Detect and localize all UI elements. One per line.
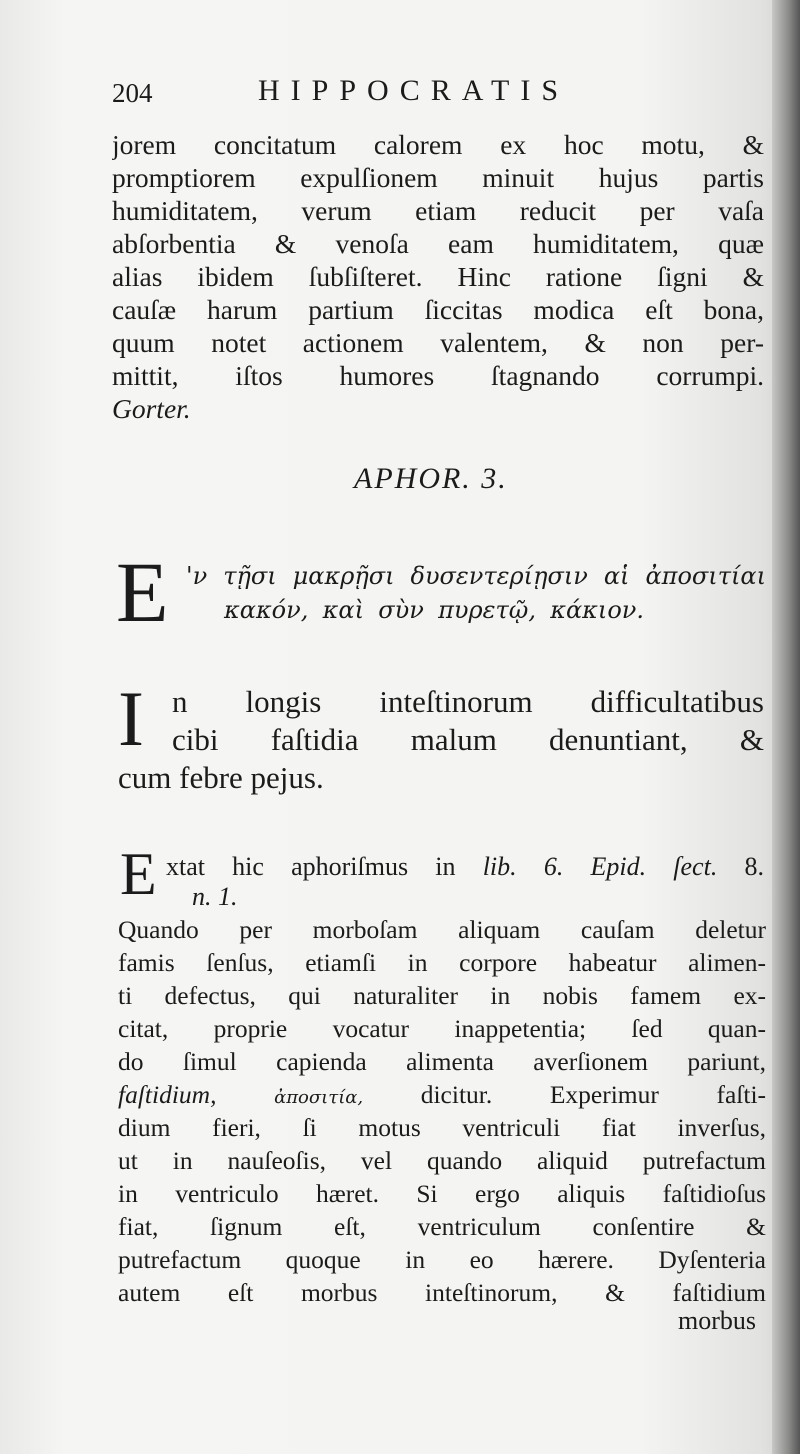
page-header <box>112 70 632 110</box>
text-line: abſorbentia & venoſa eam humiditatem, quæ <box>112 228 764 259</box>
drop-cap: E <box>120 841 157 907</box>
text-line: do ſimul capienda alimenta averſionem pariunt, <box>118 1047 766 1076</box>
text-line: mittit, iſtos humores ſtagnando corrumpi. <box>112 360 764 391</box>
page-number: 204 <box>112 78 153 108</box>
text-line: humiditatem, verum etiam reducit per vaſa <box>112 195 764 226</box>
aphorism-line: n longis inteſtinorum difficultatibus <box>172 684 764 719</box>
text-line: alias ibidem ſubſiſteret. Hinc ratione ſigni & <box>112 261 764 292</box>
commentary-body <box>118 914 766 1310</box>
text-line: in ventriculo hæret. Si ergo aliquis faſtidioſus <box>118 1179 766 1208</box>
book-spine-shadow <box>772 0 800 1454</box>
text-line: autem eſt morbus inteſtinorum, & faſtidium <box>118 1278 766 1307</box>
greek-line: κακόν, καὶ σὺν πυρετῷ, κάκιον. <box>224 596 644 624</box>
drop-cap: E <box>116 544 169 640</box>
text-line: putrefactum quoque in eo hærere. Dyſenteria <box>118 1245 766 1274</box>
catchword: morbus <box>678 1306 756 1335</box>
text-line: ti defectus, qui naturaliter in nobis famem ex- <box>118 981 766 1010</box>
reference-number: 8. <box>744 852 765 881</box>
running-head: HIPPOCRATIS <box>258 74 570 107</box>
text-line <box>118 1079 766 1112</box>
author-name: Gorter. <box>112 393 191 424</box>
greek-term: ἀποσιτία, <box>274 1087 364 1108</box>
reference-continuation: n. 1. <box>192 882 238 911</box>
greek-aphorism <box>116 544 766 640</box>
text-line: citat, proprie vocatur inappetentia; ſed quan- <box>118 1014 766 1043</box>
text-line: promptiorem expulſionem minuit hujus partis <box>112 162 764 193</box>
text-line: jorem concitatum calorem ex hoc motu, & <box>112 129 764 160</box>
text-line: famis ſenſus, etiamſi in corpore habeatur alimen- <box>118 948 766 977</box>
commentary-text: xtat hic aphoriſmus in <box>166 852 456 881</box>
text-line: quum notet actionem valentem, & non per- <box>112 327 764 358</box>
drop-cap: I <box>118 675 144 762</box>
aphorism-line: cibi faſtidia malum denuntiant, & <box>172 722 764 757</box>
commentary-line <box>166 852 764 882</box>
term: faſtidium, <box>118 1080 217 1109</box>
text-line: dium fieri, ſi motus ventriculi fiat inverſus, <box>118 1113 766 1142</box>
text-line: Quando per morboſam aliquam cauſam deletur <box>118 915 766 944</box>
text-line: ut in nauſeoſis, vel quando aliquid putrefactum <box>118 1146 766 1175</box>
text-line: cauſæ harum partium ſiccitas modica eſt bona, <box>112 294 764 325</box>
reference: lib. 6. Epid. ſect. <box>482 852 718 881</box>
top-paragraph <box>112 128 764 425</box>
greek-line: 'ν τῇσι μακρῇσι δυσεντερίῃσιν αἱ ἀποσιτίαι <box>186 562 766 590</box>
text-line: fiat, ſignum eſt, ventriculum conſentire & <box>118 1212 766 1241</box>
aphorism-heading: APHOR. 3. <box>354 462 508 495</box>
commentary-text: dicitur. Experimur faſti- <box>420 1080 766 1109</box>
aphorism-line: cum febre pejus. <box>118 760 324 795</box>
